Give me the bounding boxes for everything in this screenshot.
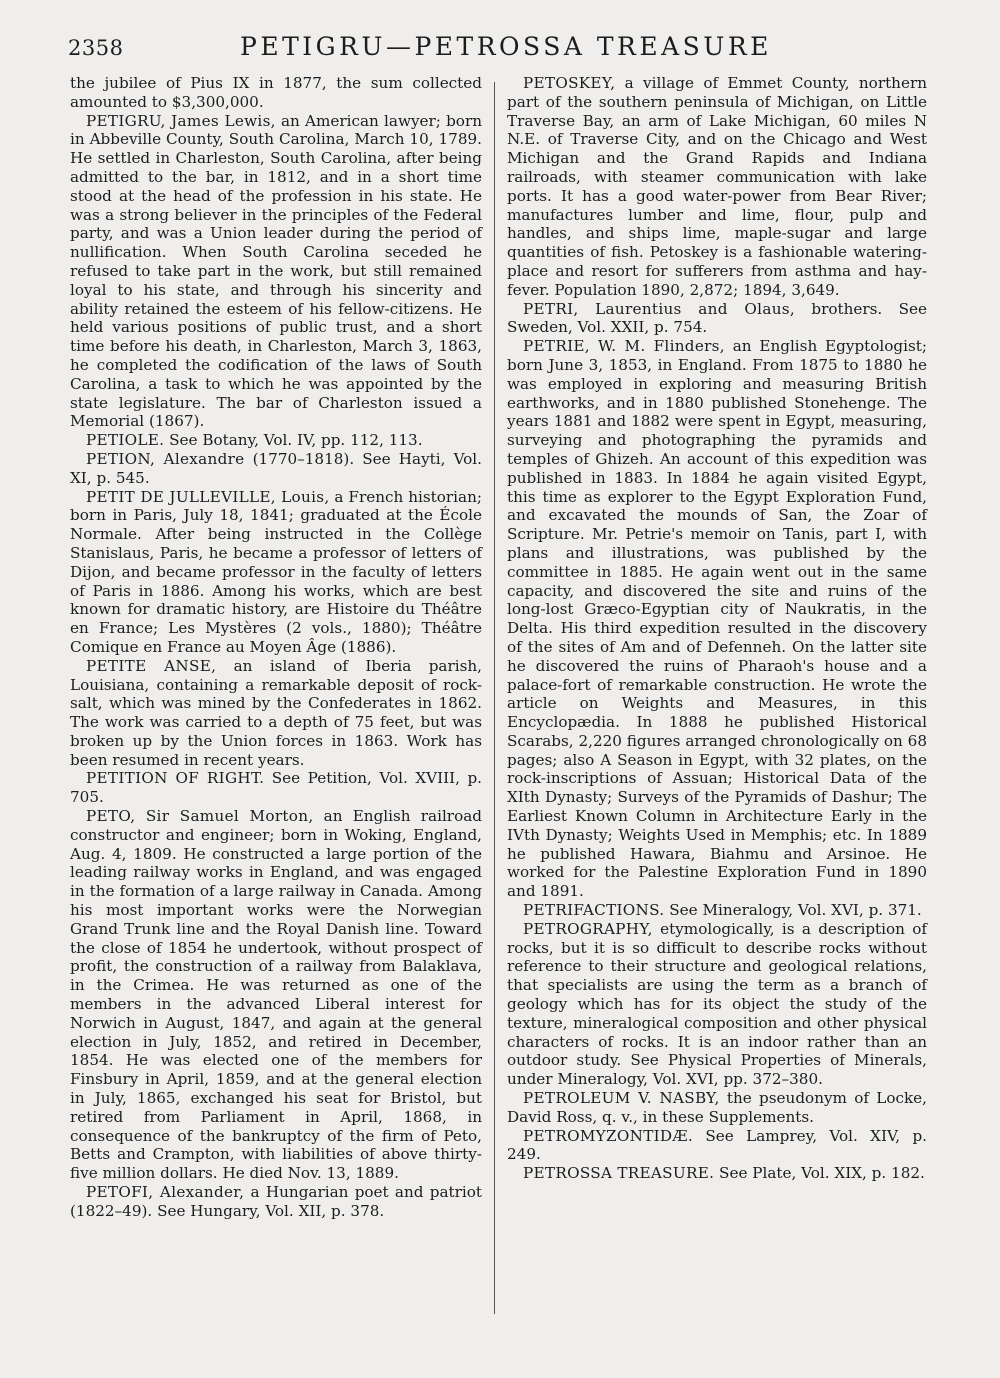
running-title: PETIGRU—PETROSSA TREASURE — [240, 32, 772, 61]
entry-petrography: PETROGRAPHY, etymologically, is a description of rocks, but it is so difficult to describe rocks without reference to their structure and geological relations, that specialists are using the term as a branch of geology which has for its object the study of the texture, mineralogical composition and other physical characters of rocks. It is an indoor rather than an outdoor study. See Physical Properties of Minerals, under Mineralogy, Vol. XVI, pp. 372–380. — [507, 919, 927, 1089]
entry-continuation: the jubilee of Pius IX in 1877, the sum collected amounted to $3,300,000. — [70, 74, 482, 111]
entry-petri: PETRI, Laurentius and Olaus, brothers. See Sweden, Vol. XXII, p. 754. — [507, 299, 927, 337]
entry-petofi: PETOFI, Alexander, a Hungarian poet and patriot (1822–49). See Hungary, Vol. XII, p. 378. — [70, 1183, 482, 1220]
entry-petroleum-v-nasby: PETROLEUM V. NASBY, the pseudonym of Locke, David Ross, q. v., in these Supplements. — [507, 1089, 927, 1126]
entry-petion: PETION, Alexandre (1770–1818). See Hayti, Vol. XI, p. 545. — [70, 449, 482, 487]
entry-petite-anse: PETITE ANSE, an island of Iberia parish, Louisiana, containing a remarkable deposit of rock-salt, which was mined by the Confederates in 1862. The work was carried to a depth of 75 feet, but was broken up by the Union forces in 1863. Work has been resumed in recent years. — [70, 656, 482, 769]
left-column — [70, 74, 482, 1221]
entry-petition-of-right: PETITION OF RIGHT. See Petition, Vol. XVIII, p. 705. — [70, 769, 482, 807]
entry-peto: PETO, Sir Samuel Morton, an English railroad constructor and engineer; born in Woking, England, Aug. 4, 1809. He constructed a large portion of the leading railway works in England, and was engaged in the formation of a large railway in Canada. Among his most important works were the Norwegian Grand Trunk line and the Royal Danish line. Toward the close of 1854 he undertook, without prospect of profit, the construction of a railway from Balaklava, in the Crimea. He was returned as one of the members in the advanced Liberal interest for Norwich in August, 1847, and again at the general election in July, 1852, and retired in December, 1854. He was elected one of the members for Finsbury in April, 1859, and at the general election in July, 1865, exchanged his seat for Bristol, but retired from Parliament in April, 1868, in consequence of the bankruptcy of the firm of Peto, Betts and Crampton, with liabilities of above thirty-five million dollars. He died Nov. 13, 1889. — [70, 807, 482, 1183]
entry-petigru: PETIGRU, James Lewis, an American lawyer; born in Abbeville County, South Carolina, March 10, 1789. He settled in Charleston, South Carolina, after being admitted to the bar, in 1812, and in a short time stood at the head of the profession in his state. He was a strong believer in the principles of the Federal party, and was a Union leader during the period of nullification. When South Carolina seceded he refused to take part in the work, but still remained loyal to his state, and through his sincerity and ability retained the esteem of his fellow-citizens. He held various positions of public trust, and a short time before his death, in Charleston, March 3, 1863, he completed the codification of the laws of South Carolina, a task to which he was appointed by the state legislature. The bar of Charleston issued a Memorial (1867). — [70, 111, 482, 431]
entry-petiole: PETIOLE. See Botany, Vol. IV, pp. 112, 113. — [86, 431, 423, 450]
column-rule — [494, 82, 495, 1314]
entry-petrifactions: PETRIFACTIONS. See Mineralogy, Vol. XVI, p. 371. — [523, 901, 922, 920]
entry-petrossa-treasure: PETROSSA TREASURE. See Plate, Vol. XIX, p. 182. — [523, 1164, 925, 1183]
page-number: 2358 — [68, 36, 124, 60]
right-column — [507, 74, 927, 1183]
entry-petrie: PETRIE, W. M. Flinders, an English Egyptologist; born June 3, 1853, in England. From 1875 to 1880 he was employed in exploring and measuring British earthworks, and in 1880 published Stonehenge. The years 1881 and 1882 were spent in Egypt, measuring, surveying and photographing the pyramids and temples of Ghizeh. An account of this expedition was published in 1883. In 1884 he again visited Egypt, this time as explorer to the Egypt Exploration Fund, and excavated the mounds of San, the Zoar of Scripture. Mr. Petrie's memoir on Tanis, part I, with plans and illustrations, was published by the committee in 1885. He again went out in the same capacity, and discovered the site and ruins of the long-lost Græco-Egyptian city of Naukratis, in the Delta. His third expedition resulted in the discovery of the sites of Am and of Defenneh. On the latter site he discovered the ruins of Pharaoh's house and a palace-fort of remarkable construction. He wrote the article on Weights and Measures, in this Encyclopædia. In 1888 he published Historical Scarabs, 2,220 figures arranged chronologically on 68 pages; also A Season in Egypt, with 32 plates, on the rock-inscriptions of Assuan; Historical Data of the XIth Dynasty; Surveys of the Pyramids of Dashur; The Earliest Known Column in Architecture Early in the IVth Dynasty; Weights Used in Memphis; etc. In 1889 he published Hawara, Biahmu and Arsinoe. He worked for the Palestine Exploration Fund in 1890 and 1891. — [507, 337, 928, 901]
entry-petromyzontidae: PETROMYZONTIDÆ. See Lamprey, Vol. XIV, p. 249. — [507, 1126, 927, 1164]
entry-petit-de-julleville: PETIT DE JULLEVILLE, Louis, a French historian; born in Paris, July 18, 1841; graduated at the École Normale. After being instructed in the Collège Stanislaus, Paris, he became a professor of letters of Dijon, and became professor in the faculty of letters of Paris in 1886. Among his works, which are best known for dramatic history, are Histoire du Théâtre en France; Les Mystères (2 vols., 1880); Théâtre Comique en France au Moyen Âge (1886). — [70, 487, 482, 656]
entry-petoskey: PETOSKEY, a village of Emmet County, northern part of the southern peninsula of Michigan, on Little Traverse Bay, an arm of Lake Michigan, 60 miles N N.E. of Traverse City, and on the Chicago and West Michigan and the Grand Rapids and Indiana railroads, with steamer communication with lake ports. It has a good water-power from Bear River; manufactures lumber and lime, flour, pulp and handles, and ships lime, maple-sugar and large quantities of fish. Petoskey is a fashionable watering-place and resort for sufferers from asthma and hay-fever. Population 1890, 2,872; 1894, 3,649. — [507, 74, 927, 299]
